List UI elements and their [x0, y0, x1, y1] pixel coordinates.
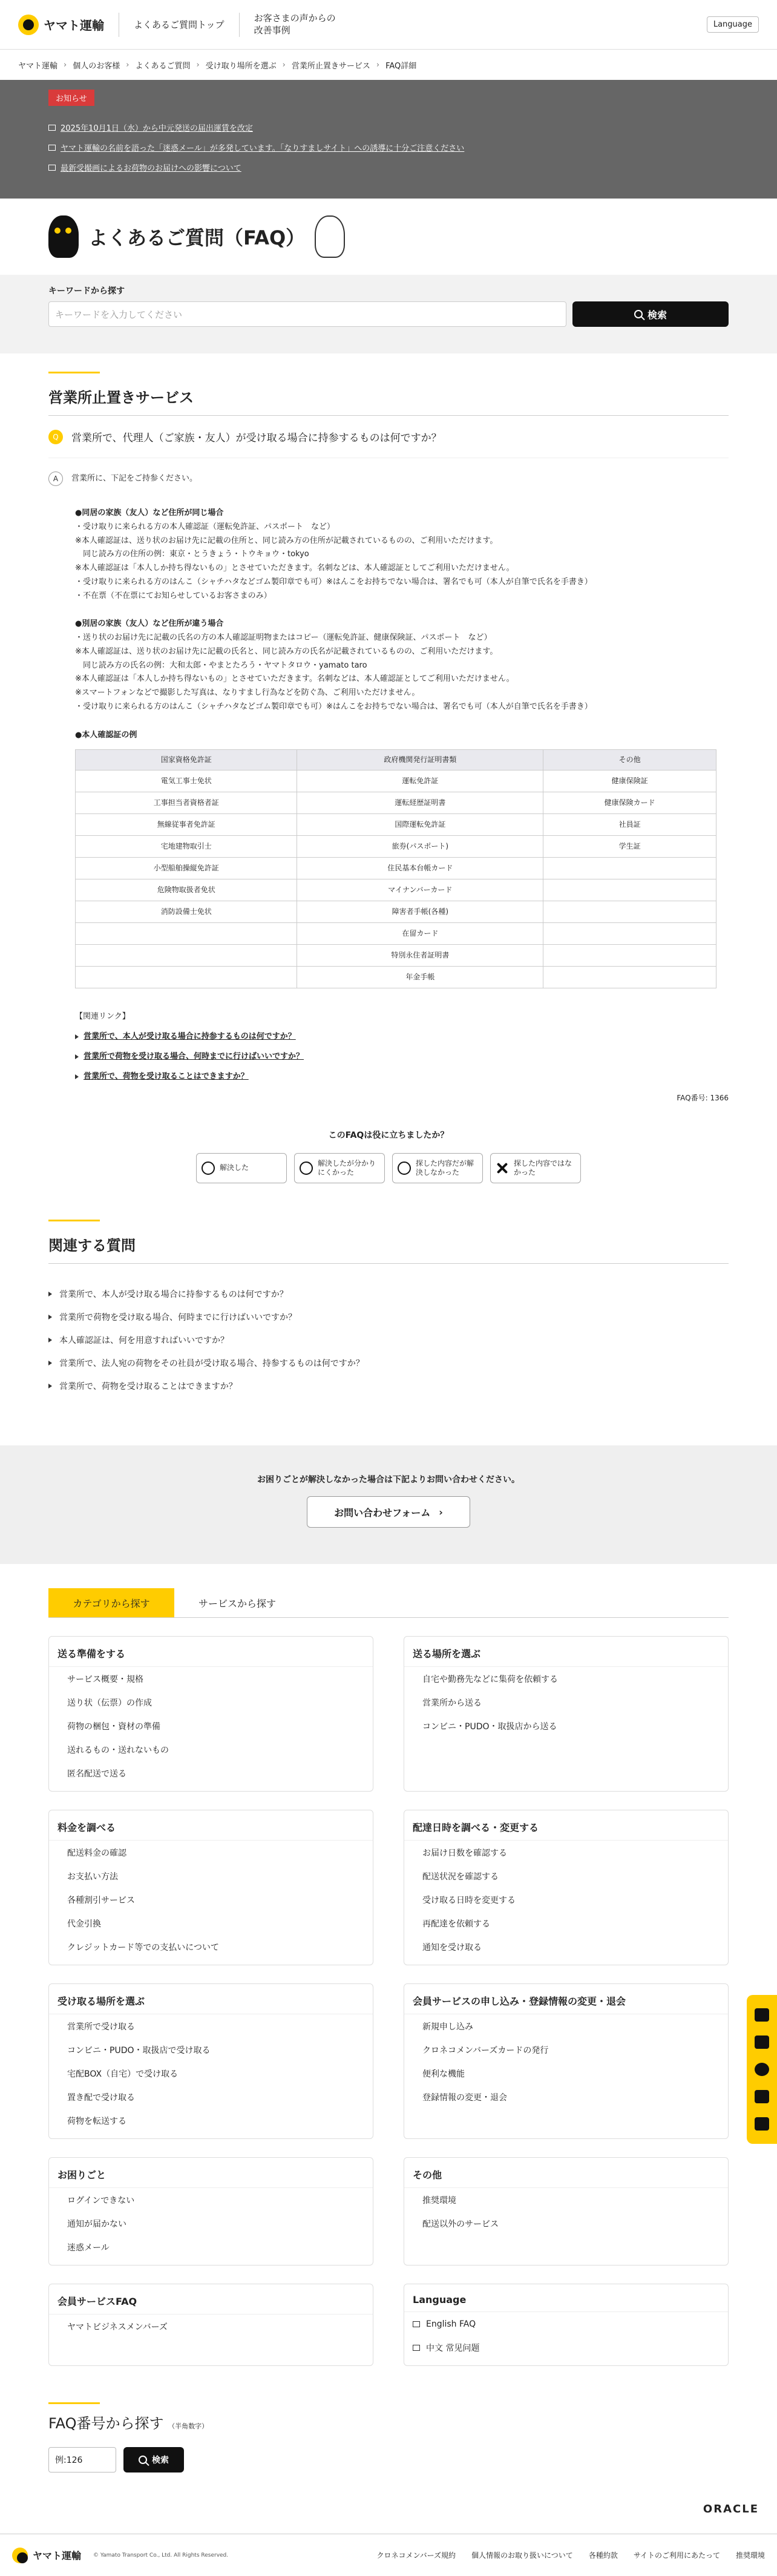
category-link[interactable]: 代金引換 — [67, 1919, 101, 1929]
category-link[interactable]: 通知が届かない — [67, 2219, 126, 2229]
language-link[interactable] — [404, 2312, 728, 2336]
external-link-icon — [413, 2345, 420, 2351]
language-link-text: 中文 常见问题 — [426, 2343, 480, 2353]
category-link[interactable]: ログインできない — [67, 2195, 135, 2206]
kuroneko-logo-icon — [12, 2548, 28, 2563]
category-link[interactable]: お支払い方法 — [67, 1871, 118, 1882]
x-mark-icon — [496, 1162, 509, 1175]
category-link[interactable]: 荷物の梱包・資材の準備 — [67, 1721, 160, 1732]
table-header: 政府機関発行証明書類 — [297, 750, 543, 770]
related-questions — [0, 1220, 777, 1427]
tab-category[interactable]: カテゴリから探す — [48, 1588, 174, 1617]
copyright: © Yamato Transport Co., Ltd. All Rights Reserved. — [93, 2552, 229, 2558]
table-cell: 住民基本台帳カード — [297, 858, 543, 879]
category-link[interactable]: 営業所で受け取る — [67, 2022, 135, 2032]
faq-number-input[interactable]: 例:126 — [48, 2447, 116, 2472]
category-link[interactable]: お届け日数を確認する — [422, 1848, 507, 1858]
logo-text: ヤマト運輸 — [44, 18, 104, 33]
oracle-logo: ORACLE — [703, 2503, 759, 2516]
category-link[interactable]: 送り状（伝票）の作成 — [67, 1698, 152, 1708]
category-link[interactable]: コンビニ・PUDO・取扱店で受け取る — [67, 2045, 211, 2055]
category-link[interactable]: 置き配で受け取る — [67, 2092, 135, 2103]
faq-number-note: （半角数字） — [168, 2422, 209, 2431]
faq-detail — [0, 372, 777, 1129]
faq-top-link[interactable]: よくあるご質問トップ — [134, 19, 225, 30]
category-link[interactable]: 登録情報の変更・退会 — [422, 2092, 507, 2103]
category-tabs — [48, 1588, 729, 1618]
external-link-icon — [413, 2321, 420, 2327]
table-cell: 障害者手帳(各種) — [297, 901, 543, 923]
cat-icon[interactable] — [755, 2063, 769, 2076]
language-title: Language — [404, 2294, 728, 2312]
category-link[interactable]: 迷惑メール — [67, 2242, 110, 2253]
answer-intro: 営業所に、下記をご持参ください。 — [71, 473, 198, 483]
table-cell: 宅地建物取引士 — [76, 836, 297, 858]
language-link[interactable] — [404, 2336, 728, 2359]
table-row — [76, 836, 716, 858]
related-question-link[interactable] — [48, 1380, 729, 1392]
feedback-solved-button[interactable] — [196, 1153, 287, 1183]
feedback-label: 解決したが分かりにくかった — [318, 1158, 376, 1177]
related-question-text: 営業所で、本人が受け取る場合に持参するものは何ですか？ — [59, 1290, 288, 1300]
external-link-icon — [48, 125, 56, 131]
header-divider — [239, 13, 240, 37]
footer-link[interactable]: クロネコメンバーズ規約 — [376, 2551, 456, 2560]
answer-heading: ●別居の家族（友人）など住所が違う場合 — [75, 619, 224, 629]
document-icon[interactable] — [755, 2090, 769, 2103]
answer-badge: A — [48, 472, 63, 486]
language-button[interactable]: Language — [707, 16, 759, 33]
table-cell: 運転免許証 — [297, 770, 543, 792]
feedback-label: 解決した — [220, 1163, 249, 1172]
table-row — [76, 879, 716, 901]
yamato-logo[interactable] — [18, 15, 104, 35]
site-header — [0, 0, 777, 50]
category-link[interactable]: クレジットカード等での支払いについて — [67, 1942, 219, 1953]
related-link[interactable] — [75, 1050, 729, 1064]
table-cell: 電気工事士免状 — [76, 770, 297, 792]
table-row — [76, 858, 716, 879]
notice-item[interactable] — [48, 162, 729, 173]
related-title: 関連する質問 — [48, 1221, 729, 1264]
notice-text: 2025年10月1日（水）から中元発送の届出運賃を改定 — [61, 124, 253, 133]
sad-face-icon — [398, 1162, 411, 1175]
answer-line: ・送り状のお届け先に記載の氏名の方の本人確認証明物またはコピー（運転免許証、健康保険証、パスポート など） — [75, 633, 492, 642]
chevron-right-icon: › — [64, 60, 67, 70]
related-link-text: 営業所で荷物を受け取る場合、何時までに行けばいいですか？ — [84, 1051, 304, 1061]
answer-line: ※本人確認証は、送り状のお届け先に記載の氏名と、同じ読み方の氏名が記載されているものの、ご利用いただけます。 — [75, 646, 498, 656]
table-cell — [543, 879, 716, 901]
related-link-text: 営業所で、荷物を受け取ることはできますか？ — [84, 1071, 249, 1081]
table-cell: マイナンバーカード — [297, 879, 543, 901]
related-link[interactable] — [75, 1070, 729, 1084]
table-cell — [543, 923, 716, 945]
category-link[interactable]: 配送状況を確認する — [422, 1871, 499, 1882]
category-link[interactable]: 荷物を転送する — [67, 2116, 126, 2126]
table-cell: 社員証 — [543, 814, 716, 836]
table-cell: 工事担当者資格者証 — [76, 792, 297, 814]
category-title: 会員サービスの申し込み・登録情報の変更・退会 — [404, 1994, 728, 2014]
category-link[interactable]: 通知を受け取る — [422, 1942, 482, 1953]
table-cell: 健康保険証 — [543, 770, 716, 792]
category-link[interactable]: クロネコメンバーズカードの発行 — [422, 2045, 549, 2055]
category-title: お困りごと — [49, 2167, 373, 2188]
table-row — [76, 792, 716, 814]
chevron-right-icon: › — [282, 60, 286, 70]
answer-line: ・受け取りに来られる方のはんこ（シャチハタなどゴム製印章でも可）※はんこをお持ちでない場合は、署名でも可（本人が自筆で氏名を手書き） — [75, 702, 592, 711]
table-cell — [543, 945, 716, 967]
category-title: 受け取る場所を選ぶ — [49, 1994, 373, 2014]
table-row — [76, 770, 716, 792]
triangle-right-icon — [48, 1384, 52, 1388]
feedback-unclear-button[interactable] — [294, 1153, 385, 1183]
chevron-right-icon: › — [376, 60, 380, 70]
triangle-right-icon — [75, 1054, 79, 1059]
notice-tag: お知らせ — [48, 90, 94, 106]
table-row — [76, 901, 716, 923]
related-question-link[interactable] — [48, 1311, 729, 1323]
language-link-text: English FAQ — [426, 2319, 476, 2329]
category-box — [48, 2284, 373, 2366]
category-box — [404, 1636, 729, 1792]
related-link-text: 営業所で、本人が受け取る場合に持参するものは何ですか？ — [84, 1032, 296, 1041]
kuroneko-logo-icon — [18, 15, 39, 35]
breadcrumb-item[interactable]: 個人のお客様 — [73, 61, 120, 71]
contact-form-button[interactable] — [307, 1496, 470, 1528]
category-title: その他 — [404, 2167, 728, 2188]
category-link[interactable]: ヤマトビジネスメンバーズ — [67, 2322, 168, 2332]
category-link[interactable]: コンビニ・PUDO・取扱店から送る — [422, 1721, 557, 1732]
faq-number-title — [48, 2411, 729, 2433]
footer-link[interactable]: 各種約款 — [588, 2551, 618, 2560]
footer-logo-text: ヤマト運輸 — [33, 2550, 82, 2562]
store-icon[interactable] — [755, 2117, 769, 2131]
footer-link[interactable]: サイトのご利用にあたって — [633, 2551, 720, 2560]
notice-banner — [0, 80, 777, 199]
cases-line2: 改善事例 — [254, 24, 290, 36]
category-link[interactable]: 各種割引サービス — [67, 1895, 135, 1905]
related-question-link[interactable] — [48, 1357, 729, 1369]
feedback-question: このFAQは役に立ちましたか？ — [328, 1131, 449, 1141]
breadcrumb-item[interactable]: よくあるご質問 — [135, 61, 191, 71]
feedback-unsolved-button[interactable] — [392, 1153, 483, 1183]
site-footer — [0, 2534, 777, 2576]
category-link[interactable]: サービス概要・規格 — [67, 1674, 143, 1684]
category-link[interactable]: 推奨環境 — [422, 2195, 456, 2206]
table-cell — [543, 858, 716, 879]
calendar-icon[interactable] — [755, 2036, 769, 2049]
breadcrumb-item[interactable]: ヤマト運輸 — [18, 61, 58, 71]
table-cell: 在留カード — [297, 923, 543, 945]
answer-line: ※本人確認証は「本人しか持ち得ないもの」とさせていただきます。名刺などは、本人確認証としてご利用いただけません。 — [75, 674, 514, 684]
faq-number-button-label: 検索 — [152, 2456, 169, 2466]
faq-number-title-text: FAQ番号から探す — [48, 2415, 164, 2433]
related-links — [48, 1010, 729, 1083]
feedback-area — [0, 1129, 777, 1220]
table-cell: 消防設備士免状 — [76, 901, 297, 923]
category-box — [48, 1810, 373, 1965]
category-link[interactable]: 匿名配送で送る — [67, 1769, 126, 1779]
category-link[interactable]: 宅配BOX（自宅）で受け取る — [67, 2069, 179, 2079]
category-title: 配達日時を調べる・変更する — [404, 1820, 728, 1841]
table-cell: 国際運転免許証 — [297, 814, 543, 836]
related-link[interactable] — [75, 1030, 729, 1044]
tab-service[interactable]: サービスから探す — [198, 1597, 276, 1609]
faq-number: FAQ番号: 1366 — [677, 1094, 729, 1103]
related-question-link[interactable] — [48, 1334, 729, 1346]
circle-icon — [202, 1162, 215, 1175]
footer-link[interactable]: 推奨環境 — [735, 2551, 765, 2560]
answer-line: ※本人確認証は「本人しか持ち得ないもの」とさせていただきます。名刺などは、本人確認証としてご利用いただけません。 — [75, 564, 514, 573]
table-row — [76, 945, 716, 967]
related-question-link[interactable] — [48, 1288, 729, 1300]
related-question-text: 営業所で、法人宛の荷物をその社員が受け取る場合、持参するものは何ですか？ — [59, 1359, 364, 1369]
question-badge: Q — [48, 430, 63, 444]
chevron-right-icon: › — [126, 60, 130, 70]
category-link[interactable]: 配送料金の確認 — [67, 1848, 126, 1858]
section-accent-bar — [48, 2402, 100, 2404]
related-question-text: 営業所で、荷物を受け取ることはできますか？ — [59, 1382, 237, 1392]
table-cell: 無線従事者免許証 — [76, 814, 297, 836]
contact-button-label: お問い合わせフォーム — [334, 1506, 431, 1519]
category-box — [404, 2157, 729, 2266]
category-title: 料金を調べる — [49, 1820, 373, 1841]
triangle-right-icon — [48, 1361, 52, 1365]
table-row — [76, 967, 716, 988]
category-link[interactable]: 自宅や勤務先などに集荷を依頼する — [422, 1674, 558, 1684]
contact-text: お困りごとが解決しなかった場合は下記よりお問い合わせください。 — [257, 1475, 520, 1485]
category-link[interactable]: 営業所から送る — [422, 1698, 482, 1708]
feedback-label: 探した内容ではなかった — [514, 1158, 572, 1177]
triangle-right-icon — [48, 1292, 52, 1296]
notice-text: ヤマト運輸の名前を語った「迷惑メール」が多発しています。「なりすましサイト」への誘導に十分ご注意ください — [61, 144, 465, 153]
search-button-label: 検索 — [647, 309, 667, 321]
section-title: 営業所止置きサービス — [48, 373, 729, 416]
question-text: 営業所で、代理人（ご家族・友人）が受け取る場合に持参するものは何ですか？ — [71, 432, 442, 444]
related-question-text: 営業所で荷物を受け取る場合、何時までに行けばいいですか？ — [59, 1313, 297, 1323]
answer-line: ※本人確認証は、送り状のお届け先に記載の住所と、同じ読み方の住所が記載されているものの、ご利用いただけます。 — [75, 536, 498, 545]
category-link[interactable]: 送れるもの・送れないもの — [67, 1745, 169, 1755]
search-input[interactable]: キーワードを入力してください — [48, 301, 566, 327]
answer-heading: ●同居の家族（友人）など住所が同じ場合 — [75, 508, 224, 518]
table-cell — [76, 967, 297, 988]
table-row — [76, 814, 716, 836]
faq-number-search-button[interactable] — [123, 2447, 184, 2472]
answer-line: ・受け取りに来られる方のはんこ（シャチハタなどゴム製印章でも可）※はんこをお持ちでない場合は、署名でも可（本人が自筆で氏名を手書き） — [75, 577, 592, 586]
search-button[interactable] — [572, 301, 729, 327]
cases-line1: お客さまの声からの — [254, 13, 336, 24]
table-header: その他 — [543, 750, 716, 770]
answer-line: ・不在票（不在票にてお知らせしているお客さまのみ） — [75, 591, 272, 600]
breadcrumb-item[interactable]: 営業所止置きサービス — [291, 61, 370, 71]
footer-link[interactable]: 個人情報のお取り扱いについて — [471, 2551, 573, 2560]
answer-line: ・受け取りに来られる方の本人確認証（運転免許証、パスポート など） — [75, 522, 335, 531]
answer-line: 同じ読み方の住所の例：東京・とうきょう・トウキョウ・tokyo — [75, 550, 309, 559]
category-box — [48, 1983, 373, 2139]
notice-item[interactable] — [48, 142, 729, 153]
triangle-right-icon — [48, 1315, 52, 1319]
category-grid — [0, 1618, 777, 2384]
keyword-search — [0, 275, 777, 353]
page-title-area — [0, 199, 777, 275]
floating-shortcut-bar — [747, 1995, 777, 2144]
external-link-icon — [48, 145, 56, 151]
table-cell: 小型船舶操縦免許証 — [76, 858, 297, 879]
table-header: 国家資格免許証 — [76, 750, 297, 770]
category-title: 送る準備をする — [49, 1646, 373, 1667]
id-document-table — [75, 749, 716, 988]
category-link[interactable]: 受け取る日時を変更する — [422, 1895, 516, 1905]
package-icon[interactable] — [755, 2008, 769, 2022]
feedback-not-found-button[interactable] — [490, 1153, 581, 1183]
footer-logo[interactable] — [12, 2548, 81, 2563]
category-title: 送る場所を選ぶ — [404, 1646, 728, 1667]
table-cell: 学生証 — [543, 836, 716, 858]
breadcrumb-current: FAQ詳細 — [385, 61, 417, 71]
category-link[interactable]: 新規申し込み — [422, 2022, 473, 2032]
answer-line: 同じ読み方の氏名の例：大和太郎・やまとたろう・ヤマトタロウ・yamato taro — [75, 660, 367, 670]
category-box — [48, 1636, 373, 1792]
category-link[interactable]: 便利な機能 — [422, 2069, 465, 2079]
faq-number-search — [0, 2384, 777, 2491]
triangle-right-icon — [75, 1034, 79, 1039]
breadcrumb-item[interactable]: 受け取り場所を選ぶ — [205, 61, 277, 71]
table-cell: 特別永住者証明書 — [297, 945, 543, 967]
page-title: よくあるご質問（FAQ） — [88, 226, 306, 249]
neutral-face-icon — [300, 1162, 313, 1175]
table-cell — [76, 945, 297, 967]
category-box — [48, 2157, 373, 2266]
search-label: キーワードから探す — [48, 286, 125, 296]
answer-heading: ●本人確認証の例 — [75, 730, 137, 740]
table-cell: 年金手帳 — [297, 967, 543, 988]
triangle-right-icon — [75, 1074, 79, 1079]
category-box — [404, 1810, 729, 1965]
table-cell: 旅券(パスポート) — [297, 836, 543, 858]
table-row — [76, 923, 716, 945]
table-cell — [543, 901, 716, 923]
category-box — [404, 1983, 729, 2139]
notice-item[interactable] — [48, 122, 729, 133]
related-links-label: 【関連リンク】 — [75, 1012, 130, 1022]
chevron-right-icon: › — [439, 1506, 443, 1518]
table-cell — [76, 923, 297, 945]
answer-line: ※スマートフォンなどで撮影した写真は、なりすまし行為などを防ぐ為、ご利用いただけません。 — [75, 688, 420, 697]
category-title: 会員サービスFAQ — [49, 2294, 373, 2315]
answer — [48, 458, 729, 1129]
triangle-right-icon — [48, 1338, 52, 1342]
feedback-label: 探した内容だが解決しなかった — [416, 1158, 474, 1177]
question-row — [48, 416, 729, 458]
table-cell: 運転経歴証明書 — [297, 792, 543, 814]
search-icon — [634, 310, 643, 318]
search-icon — [139, 2456, 147, 2464]
related-question-text: 本人確認証は、何を用意すればいいですか？ — [59, 1336, 229, 1346]
white-cat-icon — [315, 215, 345, 258]
language-box — [404, 2284, 729, 2366]
external-link-icon — [48, 165, 56, 171]
black-cat-icon — [48, 215, 79, 258]
table-cell: 危険物取扱者免状 — [76, 879, 297, 901]
chevron-right-icon: › — [196, 60, 200, 70]
category-link[interactable]: 再配達を依頼する — [422, 1919, 490, 1929]
category-link[interactable]: 配送以外のサービス — [422, 2219, 499, 2229]
contact-band — [0, 1445, 777, 1564]
improvement-cases-link[interactable] — [254, 13, 336, 36]
table-cell: 健康保険カード — [543, 792, 716, 814]
breadcrumb — [0, 50, 777, 80]
table-cell — [543, 967, 716, 988]
notice-text: 最新受撮画によるお荷物のお届けへの影響について — [61, 164, 241, 173]
